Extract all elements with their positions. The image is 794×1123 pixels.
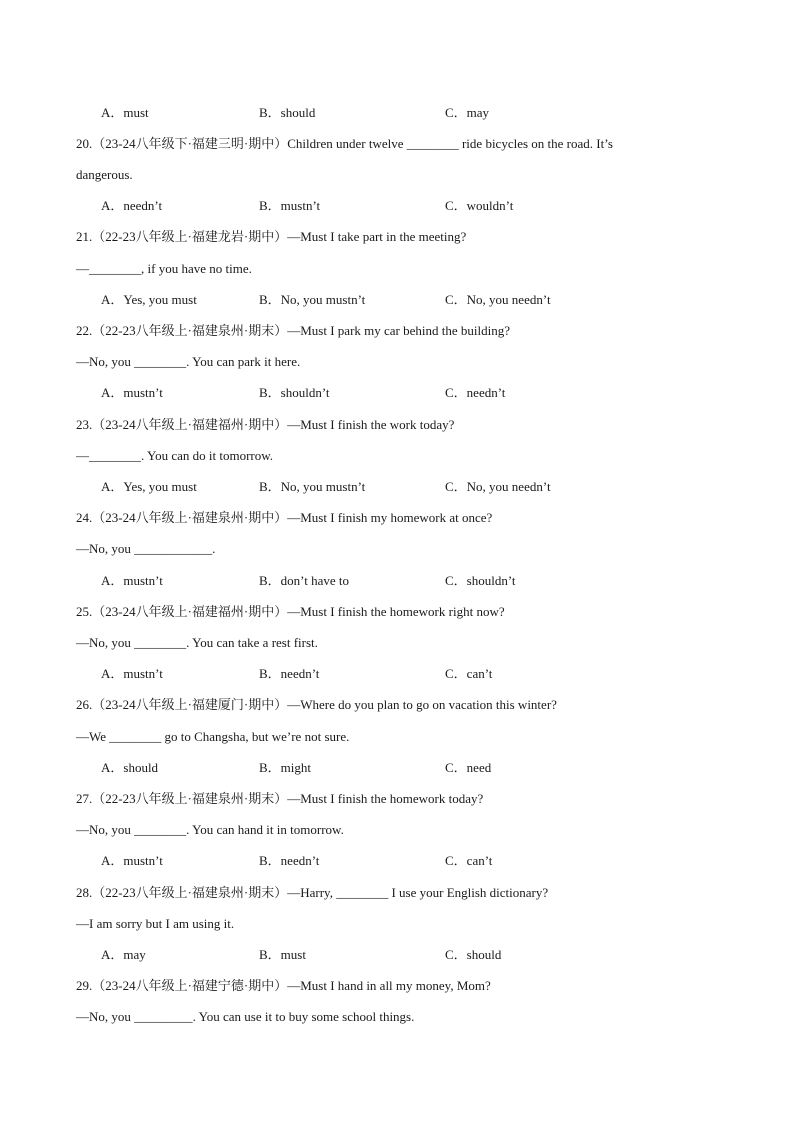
q27-stem: 27.（22-23八年级上·福建泉州·期末）—Must I finish the homework today? — [76, 791, 484, 806]
q23-option-c: C．No, you needn’t — [445, 479, 551, 494]
q28-option-c: C．should — [445, 947, 502, 962]
q28-option-a: A．may — [101, 947, 146, 962]
q21-options — [0, 290, 794, 310]
q20-stem-continued: dangerous. — [76, 167, 133, 182]
q22-option-c: C．needn’t — [445, 385, 506, 400]
q22-options — [0, 383, 794, 403]
q27-options — [0, 851, 794, 871]
q22-option-a: A．mustn’t — [101, 385, 163, 400]
q24-reply: —No, you ____________. — [76, 541, 216, 556]
q26-option-a: A．should — [101, 760, 159, 775]
q21-option-b: B．No, you mustn’t — [259, 292, 366, 307]
q25-options — [0, 664, 794, 684]
q25-option-c: C．can’t — [445, 666, 493, 681]
q19-options — [0, 103, 794, 123]
q23-option-a: A．Yes, you must — [101, 479, 197, 494]
q24-option-b: B．don’t have to — [259, 573, 350, 588]
q26-options — [0, 758, 794, 778]
q25-option-b: B．needn’t — [259, 666, 320, 681]
q26-reply: —We ________ go to Changsha, but we’re not sure. — [76, 729, 350, 744]
q25-stem: 25.（23-24八年级上·福建福州·期中）—Must I finish the homework right now? — [76, 604, 505, 619]
q26-stem: 26.（23-24八年级上·福建厦门·期中）—Where do you plan to go on vacation this winter? — [76, 697, 557, 712]
q28-reply: —I am sorry but I am using it. — [76, 916, 235, 931]
q23-options — [0, 477, 794, 497]
q22-option-b: B．shouldn’t — [259, 385, 330, 400]
q21-stem: 21.（22-23八年级上·福建龙岩·期中）—Must I take part in the meeting? — [76, 229, 467, 244]
q24-options — [0, 571, 794, 591]
q25-option-a: A．mustn’t — [101, 666, 163, 681]
q20-stem: 20.（23-24八年级下·福建三明·期中）Children under twelve ________ ride bicycles on the road. It’s — [76, 136, 613, 151]
q19-option-b: B．should — [259, 105, 316, 120]
q21-reply: —________, if you have no time. — [76, 261, 252, 276]
q28-options — [0, 945, 794, 965]
q23-option-b: B．No, you mustn’t — [259, 479, 366, 494]
q25-reply: —No, you ________. You can take a rest first. — [76, 635, 318, 650]
q19-option-c: C．may — [445, 105, 490, 120]
q27-option-b: B．needn’t — [259, 853, 320, 868]
q24-option-c: C．shouldn’t — [445, 573, 516, 588]
q21-option-c: C．No, you needn’t — [445, 292, 551, 307]
q20-option-c: C．wouldn’t — [445, 198, 514, 213]
q22-stem: 22.（22-23八年级上·福建泉州·期末）—Must I park my car behind the building? — [76, 323, 510, 338]
q23-reply: —________. You can do it tomorrow. — [76, 448, 274, 463]
q20-option-a: A．needn’t — [101, 198, 163, 213]
q20-options — [0, 196, 794, 216]
q24-option-a: A．mustn’t — [101, 573, 163, 588]
q22-reply: —No, you ________. You can park it here. — [76, 354, 301, 369]
q20-option-b: B．mustn’t — [259, 198, 321, 213]
q27-reply: —No, you ________. You can hand it in tomorrow. — [76, 822, 344, 837]
q21-option-a: A．Yes, you must — [101, 292, 197, 307]
q27-option-a: A．mustn’t — [101, 853, 163, 868]
q27-option-c: C．can’t — [445, 853, 493, 868]
q28-stem: 28.（22-23八年级上·福建泉州·期末）—Harry, ________ I use your English dictionary? — [76, 885, 549, 900]
q29-stem: 29.（23-24八年级上·福建宁德·期中）—Must I hand in all my money, Mom? — [76, 978, 491, 993]
q26-option-b: B．might — [259, 760, 312, 775]
q29-reply: —No, you _________. You can use it to buy some school things. — [76, 1009, 415, 1024]
q23-stem: 23.（23-24八年级上·福建福州·期中）—Must I finish the work today? — [76, 417, 455, 432]
q26-option-c: C．need — [445, 760, 492, 775]
q24-stem: 24.（23-24八年级上·福建泉州·期中）—Must I finish my homework at once? — [76, 510, 493, 525]
q28-option-b: B．must — [259, 947, 306, 962]
q19-option-a: A．must — [101, 105, 149, 120]
